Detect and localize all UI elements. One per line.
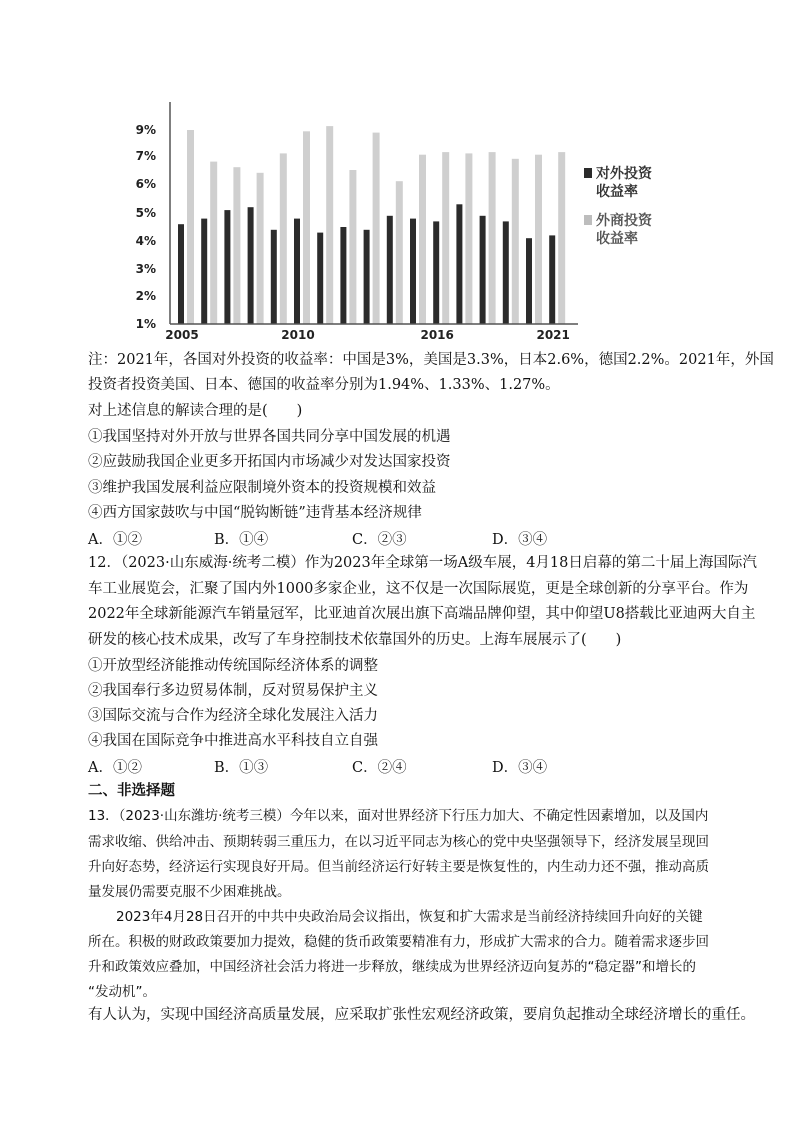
bar-inward-2019	[512, 159, 519, 324]
y-tick-label: 7%	[135, 149, 156, 163]
question-11-option-d[interactable]: D．③④	[492, 532, 548, 548]
x-tick-label: 2021	[536, 328, 570, 342]
question-13-para2-line-2: 所在。积极的财政政策要加力提效，稳健的货币政策要精准有力，形成扩大需求的合力。随着需求逐步回	[88, 934, 709, 950]
bar-inward-2013	[373, 133, 380, 324]
legend-label-inward-2: 收益率	[596, 231, 638, 247]
question-13-para2-line-3: 升和政策效应叠加，中国经济社会活力将进一步释放，继续成为世界经济迈向复苏的“稳定器”和增长的	[88, 959, 696, 975]
question-11-option-a[interactable]: A．①②	[88, 532, 142, 548]
bar-outward-2017	[456, 204, 462, 324]
bar-inward-2015	[419, 155, 426, 324]
question-12-item-1: ①开放型经济能推动传统国际经济体系的调整	[88, 658, 378, 674]
question-13-para2-line-4: “发动机”。	[88, 984, 156, 1000]
question-12-option-a[interactable]: A．①②	[88, 760, 142, 776]
x-tick-label: 2016	[420, 328, 454, 342]
question-12-item-2: ②我国奉行多边贸易体制，反对贸易保护主义	[88, 683, 378, 699]
question-13-line-3: 升向好态势，经济运行实现良好开局。但当前经济运行好转主要是恢复性的，内生动力还不强，推动高质	[88, 859, 709, 875]
question-13-line-1: 13．（2023·山东潍坊·统考三模）今年以来，面对世界经济下行压力加大、不确定性因素增加，以及国内	[88, 808, 709, 824]
question-12-item-3: ③国际交流与合作为经济全球化发展注入活力	[88, 708, 378, 724]
question-11-item-2: ②应鼓励我国企业更多开拓国内市场减少对发达国家投资	[88, 454, 451, 470]
bar-inward-2006	[210, 162, 217, 324]
question-12-line-4: 研发的核心技术成果，改写了车身控制技术依靠国外的历史。上海车展展示了( )	[88, 632, 622, 648]
y-tick-label: 4%	[135, 234, 156, 248]
bar-inward-2021	[558, 152, 565, 324]
bar-inward-2014	[396, 181, 403, 324]
legend-swatch-inward	[584, 215, 592, 225]
y-tick-label: 9%	[135, 123, 156, 137]
legend-label-inward-1: 外商投资	[596, 213, 652, 229]
bar-outward-2012	[340, 227, 346, 324]
bar-outward-2005	[178, 224, 184, 324]
question-13-last-line: 有人认为，实现中国经济高质量发展，应采取扩张性宏观经济政策，要肩负起推动全球经济增长的重任。	[88, 1007, 755, 1023]
y-tick-label: 5%	[135, 206, 156, 220]
bar-inward-2016	[442, 152, 449, 324]
question-11-stem: 对上述信息的解读合理的是( )	[88, 403, 303, 419]
question-12-line-1: 12．（2023·山东威海·统考二模）作为2023年全球第一场A级车展，4月18日启幕的第二十届上海国际汽	[88, 555, 757, 571]
question-12-option-c[interactable]: C．②④	[352, 760, 407, 776]
bar-inward-2012	[349, 170, 356, 324]
question-11-option-c[interactable]: C．②③	[352, 532, 407, 548]
bar-outward-2008	[248, 207, 254, 324]
question-13-line-4: 量发展仍需要克服不少困难挑战。	[88, 884, 291, 900]
x-tick-label: 2010	[281, 328, 315, 342]
question-13-para2-line-1: 2023年4月28日召开的中共中央政治局会议指出，恢复和扩大需求是当前经济持续回升向好的关键	[116, 909, 703, 925]
bar-inward-2010	[303, 131, 310, 324]
question-11-item-3: ③维护我国发展利益应限制境外资本的投资规模和效益	[88, 480, 436, 496]
bar-inward-2011	[326, 126, 333, 324]
bar-outward-2019	[503, 221, 509, 324]
bar-outward-2011	[317, 233, 323, 324]
legend-label-outward-2: 收益率	[596, 184, 638, 200]
question-12-option-b[interactable]: B．①③	[214, 760, 269, 776]
question-12-item-4: ④我国在国际竞争中推进高水平科技自立自强	[88, 733, 378, 749]
section-title: 二、非选择题	[88, 783, 175, 799]
investment-return-chart	[126, 96, 686, 346]
question-12-option-d[interactable]: D．③④	[492, 760, 548, 776]
bar-outward-2013	[364, 230, 370, 324]
y-tick-label: 1%	[135, 317, 156, 331]
bar-outward-2021	[549, 235, 555, 324]
bar-inward-2008	[257, 173, 264, 324]
question-11-item-4: ④西方国家鼓吹与中国“脱钩断链”违背基本经济规律	[88, 505, 422, 521]
bar-inward-2020	[535, 155, 542, 324]
question-12-line-3: 2022年全球新能源汽车销量冠军，比亚迪首次展出旗下高端品牌仰望，其中仰望U8搭载比亚迪两大自主	[88, 606, 756, 622]
legend-label-outward-1: 对外投资	[596, 166, 652, 182]
bar-outward-2006	[201, 219, 207, 324]
bar-outward-2009	[271, 230, 277, 324]
bar-inward-2005	[187, 130, 194, 324]
bar-outward-2014	[387, 216, 393, 324]
question-11-note-line-1: 注：2021年，各国对外投资的收益率：中国是3%，美国是3.3%，日本2.6%，德国2.2%。2021年，外国	[88, 352, 774, 368]
bar-outward-2010	[294, 219, 300, 324]
y-tick-label: 3%	[135, 262, 156, 276]
bar-outward-2018	[480, 216, 486, 324]
x-tick-label: 2005	[165, 328, 199, 342]
bar-outward-2016	[433, 221, 439, 324]
question-13-line-2: 需求收缩、供给冲击、预期转弱三重压力，在以习近平同志为核心的党中央坚强领导下，经济发展呈现回	[88, 834, 709, 850]
bar-outward-2020	[526, 238, 532, 324]
question-11-option-b[interactable]: B．①④	[214, 532, 269, 548]
bar-inward-2018	[489, 152, 496, 324]
y-tick-label: 2%	[135, 289, 156, 303]
y-tick-label: 6%	[135, 177, 156, 191]
question-12-line-2: 车工业展览会，汇聚了国内外1000多家企业，这不仅是一次国际展览，更是全球创新的分享平台。作为	[88, 581, 749, 597]
bar-inward-2017	[465, 153, 472, 324]
bar-outward-2015	[410, 219, 416, 324]
bar-outward-2007	[224, 210, 230, 324]
bar-inward-2009	[280, 153, 287, 324]
bar-inward-2007	[233, 167, 240, 324]
question-11-note-line-2: 投资者投资美国、日本、德国的收益率分别为1.94%、1.33%、1.27%。	[88, 377, 560, 393]
legend-swatch-outward	[584, 168, 592, 178]
question-11-item-1: ①我国坚持对外开放与世界各国共同分享中国发展的机遇	[88, 429, 451, 445]
